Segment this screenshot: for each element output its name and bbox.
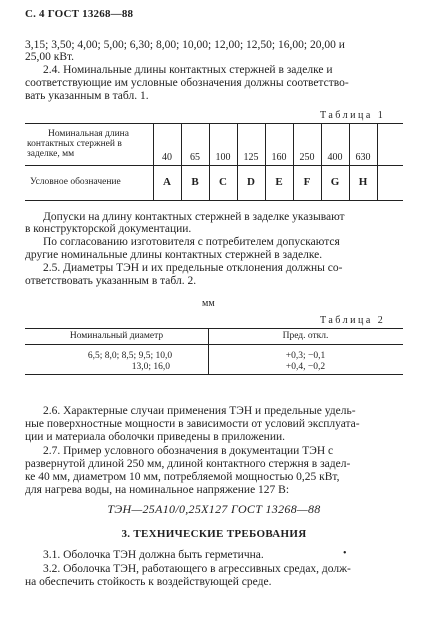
table1-length-cell: 250	[299, 152, 315, 163]
paragraph-3-2-line1: 3.2. Оболочка ТЭН, работающего в агрессивных средах, долж-	[43, 563, 351, 575]
table1-top-border	[25, 123, 403, 124]
table2-col1-header: Номинальный диаметр	[69, 331, 164, 341]
paragraph-2-7-line3: ке 40 мм, диаметром 10 мм, потребляемой мощностью 0,25 кВт,	[25, 471, 340, 483]
table1-col-divider	[377, 124, 378, 200]
agreement-line2: другие номинальные длины контактных стержней в заделке.	[25, 249, 323, 261]
tolerance-line1: Допуски на длину контактных стержней в заделке указывают	[43, 211, 345, 223]
table1-length-cell: 65	[190, 152, 200, 163]
section-3-title: 3. ТЕХНИЧЕСКИЕ ТРЕБОВАНИЯ	[121, 528, 307, 540]
paragraph-2-4-line1: 2.4. Номинальные длины контактных стержней в заделке и	[43, 64, 333, 76]
table2-diameter-row2: 13,0; 16,0	[131, 362, 170, 372]
table1-row2-label: Условное обозначение	[30, 177, 121, 187]
table2-deviation-row2: +0,4, −0,2	[285, 362, 326, 372]
power-values-line-end: 25,00 кВт.	[25, 51, 75, 63]
paragraph-3-1: 3.1. Оболочка ТЭН должна быть герметична.	[43, 549, 264, 561]
table1-length-cell: 400	[327, 152, 343, 163]
page-header: С. 4 ГОСТ 13268—88	[25, 8, 134, 20]
paragraph-2-4-line2: соответствующие им условные обозначения должны соответство-	[25, 77, 349, 89]
paragraph-2-6-line3: ции и материала оболочки приведены в приложении.	[25, 431, 286, 443]
power-values-line: 3,15; 3,50; 4,00; 5,00; 6,30; 8,00; 10,00; 12,00; 12,50; 16,00; 20,00 и	[25, 39, 345, 51]
table1-caption: Таблица 1	[320, 110, 386, 121]
paragraph-2-4-line3: вать указанным в табл. 1.	[25, 90, 149, 102]
stray-mark: •	[343, 548, 347, 559]
paragraph-2-5-line2: ответствовать указанным в табл. 2.	[25, 275, 197, 287]
table2-diameter-row1: 6,5; 8,0; 8,5; 9,5; 10,0	[87, 351, 173, 361]
table1-row1-label-l2: контактных стержней в	[27, 139, 122, 149]
paragraph-2-5-line1: 2.5. Диаметры ТЭН и их предельные отклонения должны со-	[43, 262, 343, 274]
paragraph-2-7-line2: развернутой длиной 250 мм, длиной контактного стержня в задел-	[25, 458, 351, 470]
table1-bottom-border	[25, 200, 403, 201]
table1-length-cell: 160	[271, 152, 287, 163]
table2-top-border	[25, 328, 403, 329]
table2-bottom-border	[25, 374, 403, 375]
table1-row1-label-l3: заделке, мм	[27, 149, 75, 159]
tolerance-line2: в конструкторской документации.	[25, 223, 192, 235]
paragraph-2-6-line1: 2.6. Характерные случаи применения ТЭН и предельные удель-	[43, 405, 356, 417]
paragraph-3-2-line2: на обеспечить стойкость к воздействующей среде.	[25, 576, 272, 588]
table1-code-cell: E	[275, 176, 283, 188]
table2-mid-border	[25, 344, 403, 345]
paragraph-2-7-line4: для нагрева воды, на номинальное напряжение 127 В:	[25, 484, 290, 496]
designation-example: ТЭН—25А10/0,25Х127 ГОСТ 13268—88	[107, 502, 321, 516]
table1-length-cell: 40	[162, 152, 172, 163]
table2-deviation-row1: +0,3; −0,1	[285, 351, 326, 361]
table1-code-cell: C	[219, 176, 227, 188]
table1-length-cell: 630	[355, 152, 371, 163]
paragraph-2-7-line1: 2.7. Пример условного обозначения в документации ТЭН с	[43, 445, 334, 457]
table1-row1-label-l1: Номинальная длина	[48, 129, 129, 139]
table2-caption: Таблица 2	[320, 315, 386, 326]
table1-code-cell: F	[303, 176, 311, 188]
table1-code-cell: D	[247, 176, 255, 188]
table1-code-cell: A	[163, 176, 171, 188]
table1-mid-border	[25, 165, 403, 166]
agreement-line1: По согласованию изготовителя с потребителем допускаются	[43, 236, 340, 248]
paragraph-2-6-line2: ные поверхностные мощности в зависимости от условий эксплуата-	[25, 418, 360, 430]
table2-unit: мм	[202, 298, 215, 309]
table1-length-cell: 100	[215, 152, 231, 163]
table1-code-cell: H	[358, 176, 368, 188]
table1-length-cell: 125	[243, 152, 259, 163]
table1-code-cell: G	[330, 176, 340, 188]
table2-col2-header: Пред. откл.	[282, 331, 329, 341]
table1-code-cell: B	[191, 176, 199, 188]
